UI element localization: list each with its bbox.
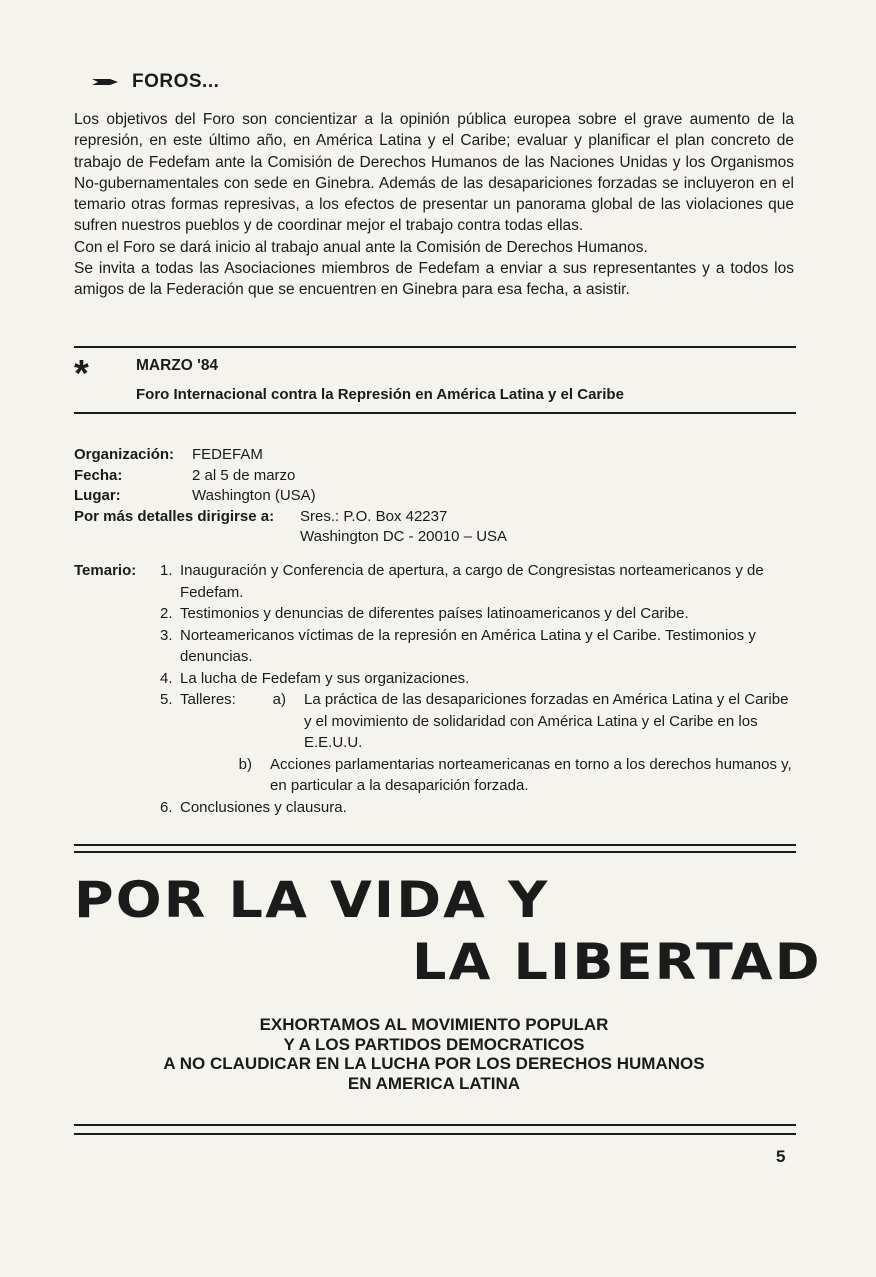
place-value: Washington (USA)	[192, 487, 316, 504]
event-date-title: MARZO '84	[136, 357, 219, 374]
agenda-item: 1. Inauguración y Conferencia de apertura, a cargo de Congresistas norteamericanos y de Fedefam.	[160, 562, 764, 601]
agenda-item: 4. La lucha de Fedefam y sus organizaciones.	[160, 669, 470, 687]
contact-line: Washington DC - 20010 – USA	[300, 528, 508, 545]
workshops-label: Talleres:	[180, 691, 236, 708]
exhortation-line: EN AMERICA LATINA	[347, 1073, 521, 1093]
section-title: FOROS...	[132, 71, 220, 92]
asterisk-icon: *	[74, 353, 89, 395]
exhortation-line: EXHORTAMOS AL MOVIMIENTO POPULAR	[259, 1015, 609, 1034]
divider	[74, 1133, 796, 1135]
agenda-label: Temario:	[74, 562, 137, 579]
banner-line: LA LIBERTAD	[412, 933, 822, 991]
banner-line: POR LA VIDA Y	[74, 871, 550, 929]
intro-paragraph: Se invita a todas las Asociaciones miembros de Fedefam a enviar a sus representantes y a todos los amigos de la Federación que se encuentren en Ginebra para esa fecha, a asistir.	[74, 260, 794, 299]
exhortation-line: Y A LOS PARTIDOS DEMOCRATICOS	[283, 1034, 585, 1054]
workshops-list	[252, 689, 798, 754]
agenda-list	[160, 560, 798, 818]
section-heading	[92, 71, 219, 93]
page-number: 5	[776, 1147, 786, 1166]
contact-label: Por más detalles dirigirse a:	[74, 507, 275, 525]
divider	[74, 1124, 796, 1126]
intro-paragraph: Los objetivos del Foro son concientizar a la opinión pública europea sobre el grave aumento de la represión, en este último año, en América Latina y el Caribe; evaluar y planificar el plan concreto de trabajo de Fedefam ante la Comisión de Derechos Humanos de las Naciones Unidas y los Organismos No-gubernamentales con sede en Ginebra. Además de las desapariciones forzadas se incluyeron en el temario otras formas represivas, a los efectos de presentar un panorama global de las violaciones que sufren nuestros pueblos y de coordinar mejor el trabajo contra todas ellas.	[74, 111, 794, 235]
place-label: Lugar:	[74, 487, 121, 504]
exhortation	[74, 1015, 794, 1093]
divider	[74, 412, 796, 414]
divider	[74, 851, 796, 853]
date-label: Fecha:	[74, 466, 123, 484]
intro-paragraph: Con el Foro se dará inicio al trabajo anual ante la Comisión de Derechos Humanos.	[74, 238, 648, 256]
intro-text	[74, 109, 794, 301]
workshop-item: b) Acciones parlamentarias norteamericanas en torno a los derechos humanos y, en particular a la desaparición forzada.	[238, 755, 792, 794]
agenda-item: 6. Conclusiones y clausura.	[160, 798, 347, 816]
date-value: 2 al 5 de marzo	[192, 466, 296, 484]
org-label: Organización:	[74, 446, 175, 463]
contact-line: Sres.: P.O. Box 42237	[300, 507, 448, 525]
org-value: FEDEFAM	[192, 446, 263, 463]
divider	[74, 844, 796, 846]
agenda-item	[180, 754, 798, 797]
agenda-item: 2. Testimonios y denuncias de diferentes países latinoamericanos y del Caribe.	[160, 605, 689, 622]
arrow-icon	[92, 77, 118, 87]
agenda-item: 3. Norteamericanos víctimas de la represión en América Latina y el Caribe. Testimonios y denuncias.	[160, 626, 756, 665]
event-name: Foro Internacional contra la Represión en América Latina y el Caribe	[136, 386, 624, 403]
agenda-item: 5. Talleres: a) La práctica de las desapariciones forzadas en América Latina y el Caribe y el movimiento de solidaridad con América Latina y el Caribe en los E.E.U.U.	[160, 689, 798, 754]
divider	[74, 346, 796, 348]
event-details	[74, 445, 507, 548]
exhortation-line: A NO CLAUDICAR EN LA LUCHA POR LOS DERECHOS HUMANOS	[163, 1054, 705, 1073]
workshop-item: a) La práctica de las desapariciones forzadas en América Latina y el Caribe y el movimiento de solidaridad con América Latina y el Caribe en los E.E.U.U.	[272, 691, 789, 751]
